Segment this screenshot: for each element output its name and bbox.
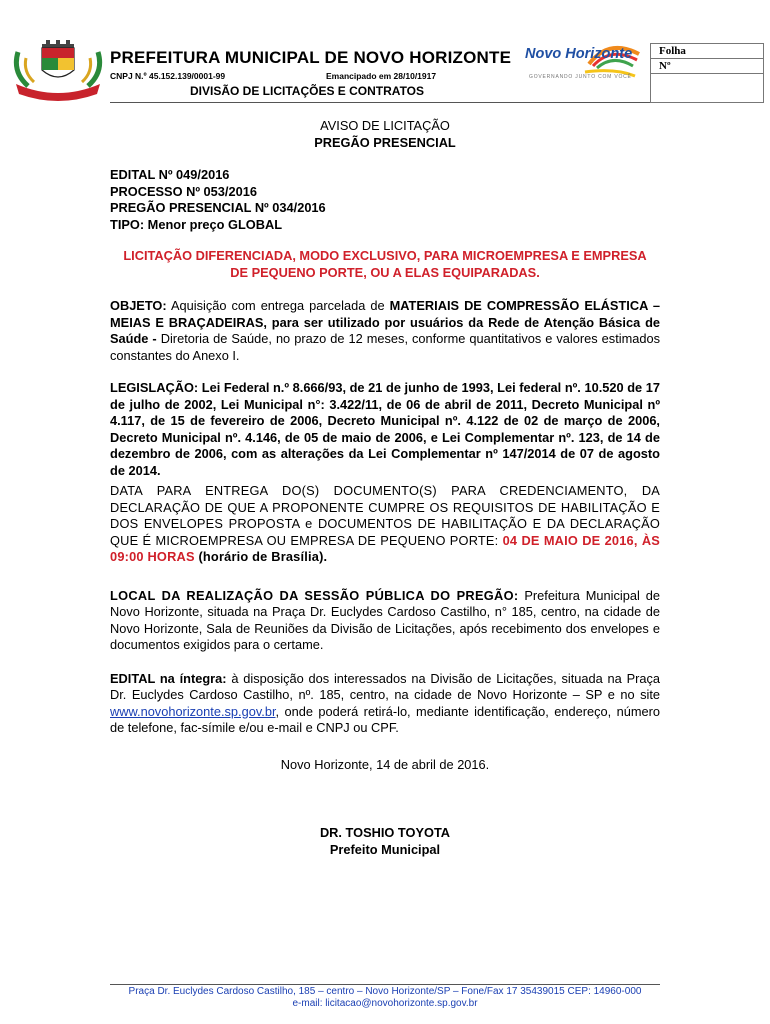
- folha-box: [650, 43, 764, 103]
- tipo: TIPO: Menor preço GLOBAL: [110, 216, 283, 232]
- legislacao-paragraph: LEGISLAÇÃO: Lei Federal n.º 8.666/93, de 21 de junho de 1993, Lei federal nº. 10.520 de 17 de julho de 2002, Lei Municipal n°: 3.422/11, de 06 de abril de 2011, Decreto Municipal nº 4.117, de 15 de fevereiro de 2006, Decreto Municipal nº. 4.122 de 02 de março de 2006, Decreto Municipal nº. 4.146, de 05 de maio de 2006, e Lei Complementar nº. 123, de 14 de dezembro de 2006, com as alterações da Lei Complementar nº 147/2014 de 07 de agosto de 2014.: [110, 380, 660, 478]
- differentiated-notice: LICITAÇÃO DIFERENCIADA, MODO EXCLUSIVO, PARA MICROEMPRESA E EMPRESA DE PEQUENO PORTE, OU A ELAS EQUIPARADAS.: [123, 248, 647, 280]
- objeto-items: MATERIAIS DE COMPRESSÃO ELÁSTICA – MEIAS E BRAÇADEIRAS, para ser utilizado por usuários da Rede de Atenção Básica de Saúde -: [110, 298, 660, 346]
- edital-text-1: à disposição dos interessados na Divisão de Licitações, situada na Praça Dr. Euclydes Cardoso Castilho, nº. 185, centro, na cidade de Novo Horizonte – SP e no site: [110, 670, 661, 702]
- objeto-text-1: Aquisição com entrega parcelada de: [166, 298, 390, 313]
- data-paragraph: [110, 483, 660, 566]
- city-logo: [519, 42, 644, 84]
- data-datetime: 04 DE MAIO DE 2016, ÀS 09:00 HORAS: [110, 532, 660, 564]
- header-divider: [110, 102, 650, 103]
- data-text: DATA PARA ENTREGA DO(S) DOCUMENTO(S) PARA CREDENCIAMENTO, DA DECLARAÇÃO DE QUE A PROPONENTE CUMPRE OS REQUISITOS DE HABILITAÇÃO E DOS ENVELOPES PROPOSTA e DOCUMENTOS DE HABILITAÇÃO E DA DECLARAÇÃO QUE É MICROEMPRESA OU EMPRESA DE PEQUENO PORTE:: [110, 483, 660, 548]
- objeto-label: OBJETO:: [110, 298, 167, 313]
- notice-subtitle: PREGÃO PRESENCIAL: [314, 134, 456, 150]
- edital-label: EDITAL na íntegra:: [110, 670, 227, 686]
- logo-tagline: GOVERNANDO JUNTO COM VOCÊ: [529, 74, 632, 80]
- objeto-paragraph: [110, 298, 660, 364]
- website-link[interactable]: www.novohorizonte.sp.gov.br: [110, 703, 276, 719]
- edital-paragraph: [110, 671, 660, 737]
- edital-number: EDITAL Nº 049/2016: [110, 167, 230, 182]
- header-division: DIVISÃO DE LICITAÇÕES E CONTRATOS: [190, 84, 425, 98]
- notice-body: [110, 118, 660, 858]
- local-paragraph: [110, 588, 660, 654]
- footer-address: Praça Dr. Euclydes Cardoso Castilho, 185 – centro – Novo Horizonte/SP – Fone/Fax 17 35439015 CEP: 14960-000: [128, 986, 642, 997]
- footer: [110, 986, 660, 1010]
- signer-name: DR. TOSHIO TOYOTA: [319, 825, 451, 840]
- local-text: Prefeitura Municipal de Novo Horizonte, situada na Praça Dr. Euclydes Cardoso Castilho, n° 185, centro, na cidade de Novo Horizonte, Sala de Reuniões da Divisão de Licitações, após recebimento dos envelopes e documentos exigidos para o certame.: [110, 587, 661, 652]
- letterhead: [0, 0, 770, 105]
- footer-divider: [110, 984, 660, 985]
- processo-number: PROCESSO Nº 053/2016: [110, 183, 257, 199]
- objeto-text-2: Diretoria de Saúde, no prazo de 12 meses, conforme quantitativos e valores estimados constantes do Anexo I.: [110, 331, 660, 363]
- numero-label: Nº: [651, 59, 763, 74]
- logo-text: Novo Horizonte: [525, 46, 633, 62]
- pregao-number: PREGÃO PRESENCIAL Nº 034/2016: [110, 200, 326, 215]
- notice-title: AVISO DE LICITAÇÃO: [320, 118, 450, 133]
- signer-role: Prefeito Municipal: [329, 841, 441, 857]
- municipal-crest-icon: [12, 40, 104, 102]
- edital-text-2: , onde poderá retirá-lo, mediante identificação, endereço, número de telefone, fac-símile e/ou e-mail e CNPJ ou CPF.: [110, 703, 660, 735]
- footer-email: e-mail: licitacao@novohorizonte.sp.gov.br: [292, 998, 478, 1009]
- date-place: Novo Horizonte, 14 de abril de 2016.: [280, 756, 490, 772]
- header-emancipado: Emancipado em 28/10/1917: [326, 71, 437, 81]
- header-cnpj: CNPJ N.º 45.152.139/0001-99: [110, 71, 226, 81]
- header-title: PREFEITURA MUNICIPAL DE NOVO HORIZONTE: [110, 48, 512, 67]
- folha-label: Folha: [651, 44, 763, 59]
- local-label: LOCAL DA REALIZAÇÃO DA SESSÃO PÚBLICA DO PREGÃO:: [110, 587, 519, 603]
- data-timezone: (horário de Brasília).: [194, 549, 328, 564]
